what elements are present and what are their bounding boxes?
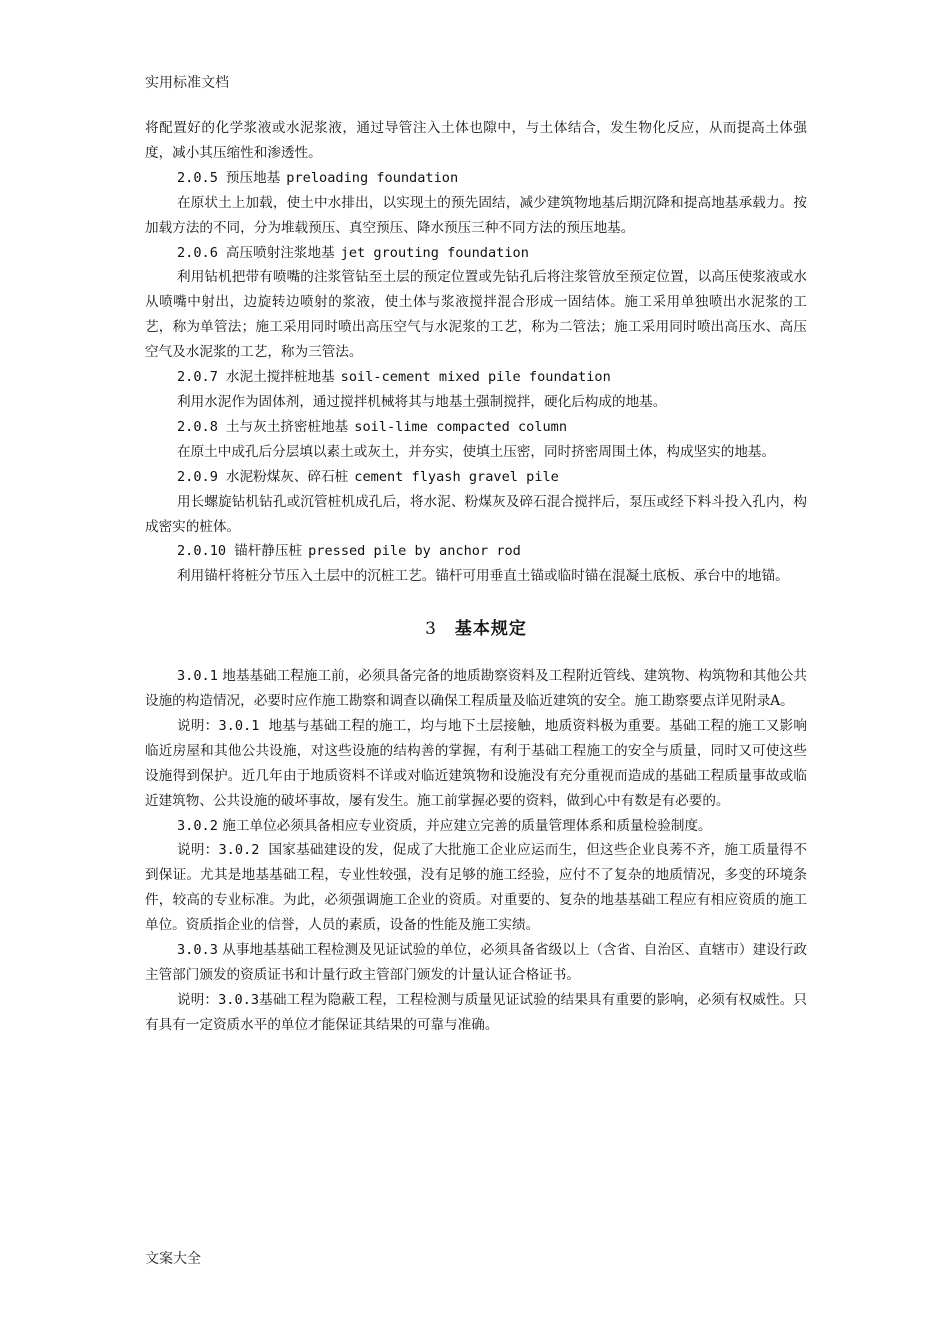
term-number: 2.0.5 [177, 169, 218, 186]
clause-number: 3.0.3 [177, 942, 218, 959]
clause-3-0-3 [145, 938, 807, 1038]
note-number: 3.0.2 [218, 842, 260, 859]
term-chinese-name: 预压地基 [225, 169, 281, 186]
term-2-0-5 [145, 166, 807, 241]
term-2-0-8 [145, 415, 807, 465]
running-footer: 文案大全 [145, 1251, 201, 1267]
continuation-paragraph: 将配置好的化学浆液或水泥浆液，通过导管注入土体也隙中，与土体结合，发生物化反应，从而提高土体强度，减小其压缩性和渗透性。 [145, 120, 807, 161]
term-english-name: jet grouting foundation [340, 244, 529, 261]
note-number: 3.0.1 [218, 717, 260, 734]
term-definition: 在原状土上加载，使土中水排出，以实现土的预先固结，减少建筑物地基后期沉降和提高地基承载力。按加载方法的不同，分为堆载预压、真空预压、降水预压三种不同方法的预压地基。 [145, 194, 807, 236]
term-heading [145, 166, 807, 191]
term-chinese-name: 高压喷射注浆地基 [225, 244, 335, 261]
note-body: 国家基础建设的发，促成了大批施工企业应运而生，但这些企业良莠不齐，施工质量得不到保证。尤其是地基基础工程，专业性较强，没有足够的施工经验，应付不了复杂的地质情况，多变的环境条件，较高的专业标准。为此，必须强调施工企业的资质。对重要的、复杂的地基基础工程应有相应资质的施工单位。资质指企业的信誉，人员的素质，设备的性能及施工实绩。 [145, 842, 808, 934]
note-body: 基础工程为隐蔽工程，工程检测与质量见证试验的结果具有重要的影响，必须有权威性。只有具有一定资质水平的单位才能保证其结果的可靠与准确。 [145, 991, 808, 1033]
term-chinese-name: 水泥粉煤灰、碎石桩 [225, 468, 349, 485]
clause-text [145, 814, 807, 839]
clause-note [145, 988, 807, 1038]
note-prefix: 说明： [177, 842, 219, 859]
term-english-name: soil-cement mixed pile foundation [340, 369, 611, 386]
running-header: 实用标准文档 [145, 75, 229, 91]
term-definition: 在原土中成孔后分层填以素土或灰土，并夯实，使填土压密，同时挤密周围土体，构成坚实的地基。 [177, 443, 776, 460]
body-text [145, 116, 807, 1038]
term-english-name: soil-lime compacted column [354, 418, 568, 435]
term-heading [145, 539, 807, 564]
term-definition: 用长螺旋钻机钻孔或沉管桩机成孔后，将水泥、粉煤灰及碎石混合搅拌后，泵压或经下料斗投入孔内，构成密实的桩体。 [145, 493, 807, 535]
clause-note [145, 838, 807, 938]
clause-body: 施工单位必须具备相应专业资质，并应建立完善的质量管理体系和质量检验制度。 [222, 817, 712, 834]
note-prefix: 说明： [177, 717, 219, 734]
note-prefix: 说明： [177, 991, 219, 1008]
term-definition: 利用锚杆将桩分节压入土层中的沉桩工艺。锚杆可用垂直土锚或临时锚在混凝土底板、承台中的地锚。 [177, 568, 789, 585]
term-2-0-10 [145, 539, 807, 589]
clause-body: 地基基础工程施工前，必须具备完备的地质勘察资料及工程附近管线、建筑物、构筑物和其他公共设施的构造情况，必要时应作施工勘察和调查以确保工程质量及临近建筑的安全。施工勘察要点详见附录A。 [145, 668, 807, 710]
term-2-0-9 [145, 465, 807, 540]
clause-3-0-2 [145, 814, 807, 939]
clause-note [145, 714, 807, 814]
term-definition: 利用钻机把带有喷嘴的注浆管钻至土层的预定位置或先钻孔后将注浆管放至预定位置，以高压使浆液或水从喷嘴中射出，边旋转边喷射的浆液，使土体与浆液搅拌混合形成一固结体。施工采用单独喷出水泥浆的工艺，称为单管法；施工采用同时喷出高压空气与水泥浆的工艺，称为二管法；施工采用同时喷出高压水、高压空气及水泥浆的工艺，称为三管法。 [145, 269, 807, 361]
term-chinese-name: 土与灰土挤密桩地基 [225, 418, 349, 435]
section-number: 3 [425, 619, 437, 640]
term-heading [145, 365, 807, 390]
term-definition: 利用水泥作为固体剂，通过搅拌机械将其与地基土强制搅拌，硬化后构成的地基。 [177, 393, 667, 410]
term-heading [145, 465, 807, 490]
term-2-0-6 [145, 241, 807, 366]
note-body: 地基与基础工程的施工，均与地下土层接触，地质资料极为重要。基础工程的施工又影响临近房屋和其他公共设施，对这些设施的结构善的掌握，有利于基础工程施工的安全与质量，同时又可使这些设施得到保护。近几年由于地质资料不详或对临近建筑物和设施没有充分重视而造成的基础工程质量事故或临近建筑物、公共设施的破坏事故，屡有发生。施工前掌握必要的资料，做到心中有数是有必要的。 [145, 717, 808, 809]
term-number: 2.0.9 [177, 468, 218, 485]
term-2-0-7 [145, 365, 807, 415]
term-heading [145, 415, 807, 440]
term-number: 2.0.8 [177, 418, 218, 435]
clause-number: 3.0.2 [177, 817, 218, 834]
section-title: 基本规定 [454, 619, 527, 640]
clause-body: 从事地基基础工程检测及见证试验的单位，必须具备省级以上（含省、自治区、直辖市）建设行政主管部门颁发的资质证书和计量行政主管部门颁发的计量认证合格证书。 [145, 942, 807, 983]
clause-number: 3.0.1 [177, 668, 218, 685]
term-english-name: cement flyash gravel pile [354, 468, 559, 485]
term-english-name: pressed pile by anchor rod [308, 543, 521, 560]
term-chinese-name: 水泥土搅拌桩地基 [225, 369, 335, 386]
term-chinese-name: 锚杆静压桩 [234, 543, 303, 560]
note-number: 3.0.3 [218, 991, 260, 1008]
clause-text [145, 938, 807, 988]
term-number: 2.0.10 [177, 543, 227, 560]
term-heading [145, 241, 807, 266]
clause-3-0-1 [145, 664, 807, 813]
term-number: 2.0.7 [177, 369, 218, 386]
term-english-name: preloading foundation [286, 169, 459, 186]
section-heading [145, 617, 807, 642]
term-number: 2.0.6 [177, 244, 218, 261]
clause-text [145, 664, 807, 714]
